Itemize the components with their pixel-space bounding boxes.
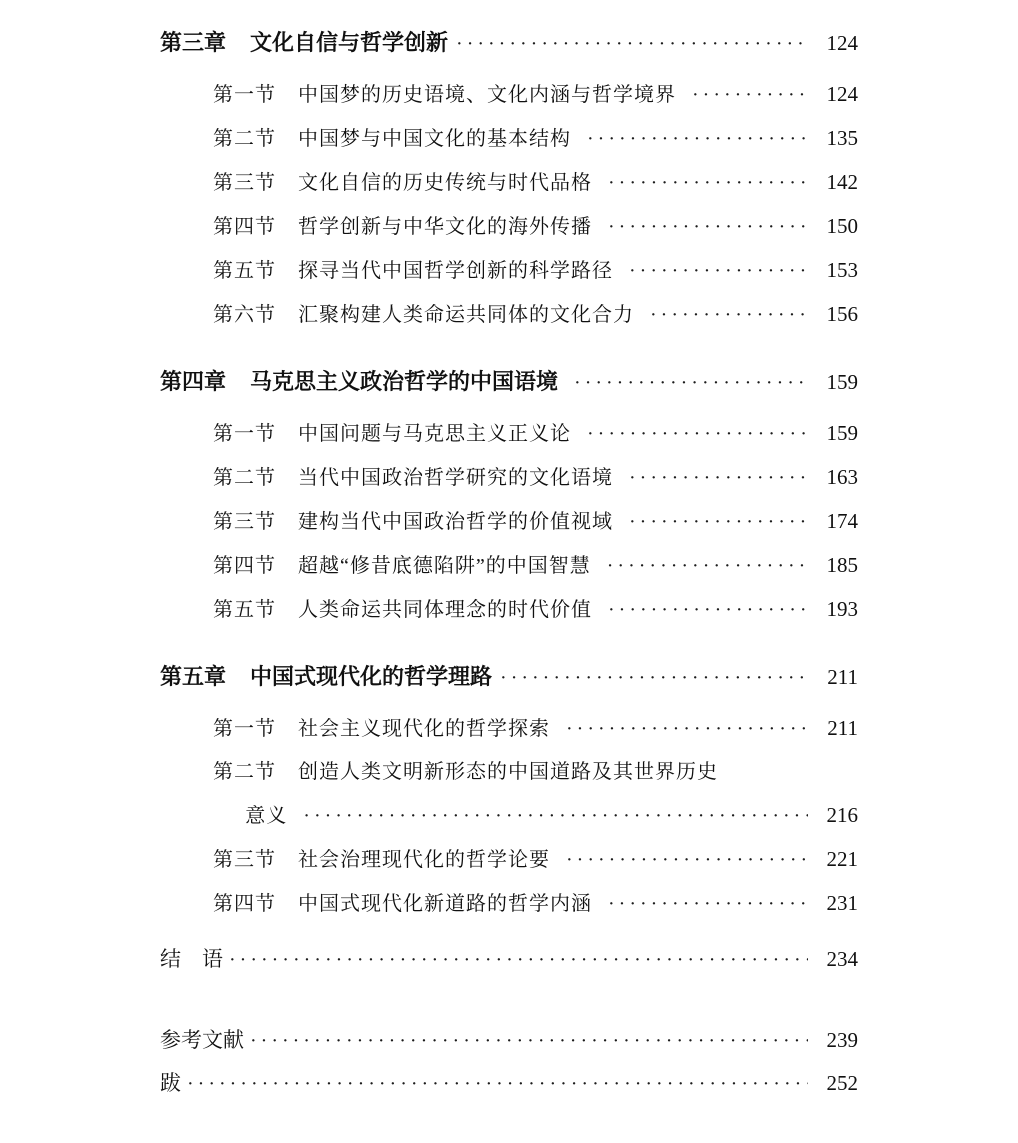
dot-leader — [550, 839, 808, 882]
page-number: 234 — [826, 947, 858, 971]
section-label: 第三节 — [213, 172, 276, 194]
section-title: 超越“修昔底德陷阱”的中国智慧 — [298, 555, 591, 577]
page-number: 163 — [826, 465, 858, 489]
dot-leader — [613, 457, 808, 500]
section-label: 第二节 — [213, 467, 276, 489]
page-number: 156 — [826, 302, 858, 326]
section-label: 第一节 — [213, 84, 276, 106]
toc-entry — [213, 838, 858, 882]
section-label: 第一节 — [213, 423, 276, 445]
page-number: 142 — [826, 170, 858, 194]
dot-leader — [592, 206, 808, 249]
page-number: 239 — [826, 1028, 858, 1052]
dot-leader — [448, 29, 808, 59]
dot-leader — [223, 943, 808, 977]
page-number: 159 — [826, 421, 858, 445]
section-label: 第三节 — [213, 511, 276, 533]
page-number: 185 — [826, 553, 858, 577]
section-label: 第五节 — [213, 599, 276, 621]
section-title: 中国问题与马克思主义正义论 — [298, 423, 571, 445]
chapter-heading-5 — [160, 662, 858, 693]
chapter-label: 第五章 — [160, 664, 227, 689]
dot-leader — [592, 883, 808, 926]
dot-leader — [571, 413, 808, 456]
chapter-label: 第四章 — [160, 369, 227, 394]
toc-entry-continuation — [213, 794, 858, 838]
section-title: 文化自信的历史传统与时代品格 — [298, 172, 592, 194]
toc-entry — [213, 205, 858, 249]
section-label: 第四节 — [213, 893, 276, 915]
dot-leader — [634, 294, 808, 337]
page-number: 135 — [826, 126, 858, 150]
page-number: 221 — [826, 847, 858, 871]
dot-leader — [613, 250, 808, 293]
chapter-heading-3 — [160, 28, 858, 59]
toc-entry — [213, 500, 858, 544]
section-label: 第二节 — [213, 761, 276, 783]
page-number: 216 — [826, 803, 858, 827]
dot-leader — [181, 1067, 808, 1101]
dot-leader — [592, 589, 808, 632]
section-title: 中国梦与中国文化的基本结构 — [298, 128, 571, 150]
dot-leader — [571, 118, 808, 161]
conclusion-title: 结 语 — [160, 948, 223, 971]
postscript-entry — [160, 1066, 858, 1101]
dot-leader — [244, 1024, 808, 1058]
section-label: 第四节 — [213, 555, 276, 577]
section-label: 第三节 — [213, 849, 276, 871]
references-title: 参考文献 — [160, 1029, 244, 1052]
dot-leader — [591, 545, 808, 588]
page-number: 124 — [826, 31, 858, 55]
dot-leader — [550, 708, 808, 751]
section-title-continuation: 意义 — [245, 805, 288, 827]
dot-leader — [558, 368, 808, 398]
toc-entry — [213, 293, 858, 337]
toc-entry — [213, 117, 858, 161]
section-title: 哲学创新与中华文化的海外传播 — [298, 216, 592, 238]
toc-entry — [213, 73, 858, 117]
toc-entry — [213, 751, 858, 794]
toc-entry — [213, 161, 858, 205]
toc-entry — [213, 882, 858, 926]
page-number: 231 — [826, 891, 858, 915]
dot-leader — [287, 795, 808, 838]
section-label: 第六节 — [213, 304, 276, 326]
chapter-title: 马克思主义政治哲学的中国语境 — [250, 369, 559, 394]
section-label: 第四节 — [213, 216, 276, 238]
section-label: 第二节 — [213, 128, 276, 150]
section-title: 社会主义现代化的哲学探索 — [298, 718, 550, 740]
page-number: 174 — [826, 509, 858, 533]
section-title: 创造人类文明新形态的中国道路及其世界历史 — [298, 761, 718, 783]
chapter-title: 中国式现代化的哲学理路 — [250, 664, 493, 689]
chapter-label: 第三章 — [160, 30, 227, 55]
references-entry — [160, 1023, 858, 1058]
page-number: 193 — [826, 597, 858, 621]
page-number: 252 — [826, 1071, 858, 1095]
conclusion-entry — [160, 942, 858, 977]
toc-entry — [213, 588, 858, 632]
section-title: 中国式现代化新道路的哲学内涵 — [298, 893, 592, 915]
section-title: 当代中国政治哲学研究的文化语境 — [298, 467, 613, 489]
toc-entry — [213, 249, 858, 293]
section-title: 中国梦的历史语境、文化内涵与哲学境界 — [298, 84, 676, 106]
toc-entry — [213, 707, 858, 751]
chapter-heading-4 — [160, 367, 858, 398]
dot-leader — [592, 162, 808, 205]
postscript-title: 跋 — [160, 1072, 181, 1095]
section-title: 探寻当代中国哲学创新的科学路径 — [298, 260, 613, 282]
dot-leader — [492, 663, 808, 693]
dot-leader — [613, 501, 808, 544]
section-title: 社会治理现代化的哲学论要 — [298, 849, 550, 871]
toc-entry — [213, 456, 858, 500]
page-number: 159 — [826, 370, 858, 394]
page-number: 124 — [826, 82, 858, 106]
toc-entry — [213, 412, 858, 456]
section-title: 汇聚构建人类命运共同体的文化合力 — [298, 304, 634, 326]
section-label: 第五节 — [213, 260, 276, 282]
page-number: 150 — [826, 214, 858, 238]
dot-leader — [676, 74, 808, 117]
section-label: 第一节 — [213, 718, 276, 740]
page-number: 153 — [826, 258, 858, 282]
chapter-title: 文化自信与哲学创新 — [250, 30, 449, 55]
page-number: 211 — [827, 716, 858, 740]
toc-entry — [213, 544, 858, 588]
section-title: 建构当代中国政治哲学的价值视域 — [298, 511, 613, 533]
page-number: 211 — [827, 665, 858, 689]
section-title: 人类命运共同体理念的时代价值 — [298, 599, 592, 621]
